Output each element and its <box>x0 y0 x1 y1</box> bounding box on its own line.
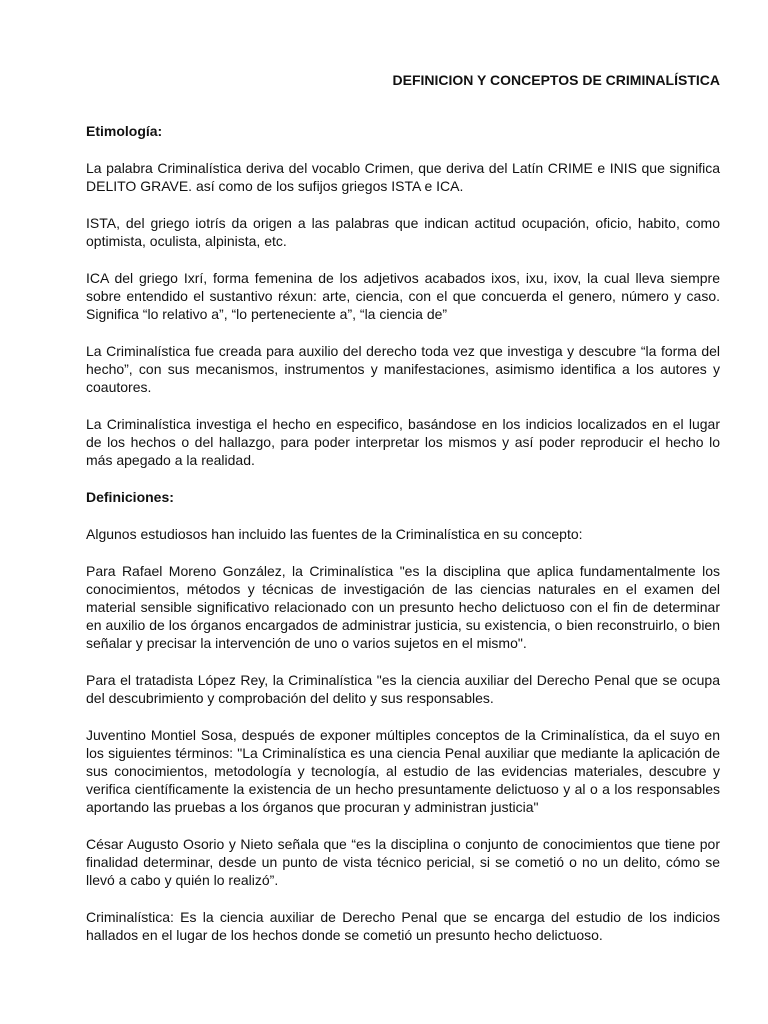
paragraph-etimologia-1: La palabra Criminalística deriva del vocablo Crimen, que deriva del Latín CRIME e INIS que significa DELITO GRAVE. así como de los sufijos griegos ISTA e ICA. <box>86 160 720 194</box>
paragraph-definiciones-4: Juventino Montiel Sosa, después de exponer múltiples conceptos de la Criminalística, da el suyo en los siguientes términos: "La Criminalística es una ciencia Penal auxiliar que mediante la aplicación de sus conocimientos, metodología y tecnología, al estudio de las evidencias materiales, descubre y verifica científicamente la existencia de un hecho presuntamente delictuoso y al o a los responsables aportando las pruebas a los órganos que procuran y administran justicia" <box>86 727 720 815</box>
paragraph-etimologia-3: ICA del griego Ixrí, forma femenina de los adjetivos acabados ixos, ixu, ixov, la cual lleva siempre sobre entendido el sustantivo réxun: arte, ciencia, con el que concuerda el genero, número y caso. Significa “lo relativo a”, “lo perteneciente a”, “la ciencia de” <box>86 270 720 322</box>
document-content <box>86 71 720 963</box>
paragraph-definiciones-3: Para el tratadista López Rey, la Criminalística "es la ciencia auxiliar del Derecho Penal que se ocupa del descubrimiento y comprobación del delito y sus responsables. <box>86 672 720 706</box>
document-title: DEFINICION Y CONCEPTOS DE CRIMINALÍSTICA <box>392 72 720 88</box>
paragraph-definiciones-5: César Augusto Osorio y Nieto señala que “es la disciplina o conjunto de conocimientos que tiene por finalidad determinar, desde un punto de vista técnico pericial, si se cometió o no un delito, cómo se llevó a cabo y quién lo realizó”. <box>86 836 720 888</box>
paragraph-definiciones-2: Para Rafael Moreno González, la Criminalística "es la disciplina que aplica fundamentalmente los conocimientos, métodos y técnicas de investigación de las ciencias naturales en el examen del material sensible significativo relacionado con un presunto hecho delictuoso con el fin de determinar en auxilio de los órganos encargados de administrar justicia, su existencia, o bien reconstruirlo, o bien señalar y precisar la intervención de uno o varios sujetos en el mismo". <box>86 563 720 651</box>
paragraph-etimologia-4: La Criminalística fue creada para auxilio del derecho toda vez que investiga y descubre “la forma del hecho”, con sus mecanismos, instrumentos y manifestaciones, asimismo identifica a los autores y coautores. <box>86 343 720 395</box>
paragraph-etimologia-2: ISTA, del griego iotrís da origen a las palabras que indican actitud ocupación, oficio, habito, como optimista, oculista, alpinista, etc. <box>86 215 720 249</box>
paragraph-definiciones-6: Criminalística: Es la ciencia auxiliar de Derecho Penal que se encarga del estudio de los indicios hallados en el lugar de los hechos donde se cometió un presunto hecho delictuoso. <box>86 909 720 943</box>
paragraph-etimologia-5: La Criminalística investiga el hecho en especifico, basándose en los indicios localizados en el lugar de los hechos o del hallazgo, para poder interpretar los mismos y así poder reproducir el hecho lo más apegado a la realidad. <box>86 416 720 468</box>
section-heading-definiciones: Definiciones: <box>86 489 174 505</box>
section-heading-etimologia: Etimología: <box>86 123 163 139</box>
paragraph-definiciones-1: Algunos estudiosos han incluido las fuentes de la Criminalística en su concepto: <box>86 526 583 542</box>
